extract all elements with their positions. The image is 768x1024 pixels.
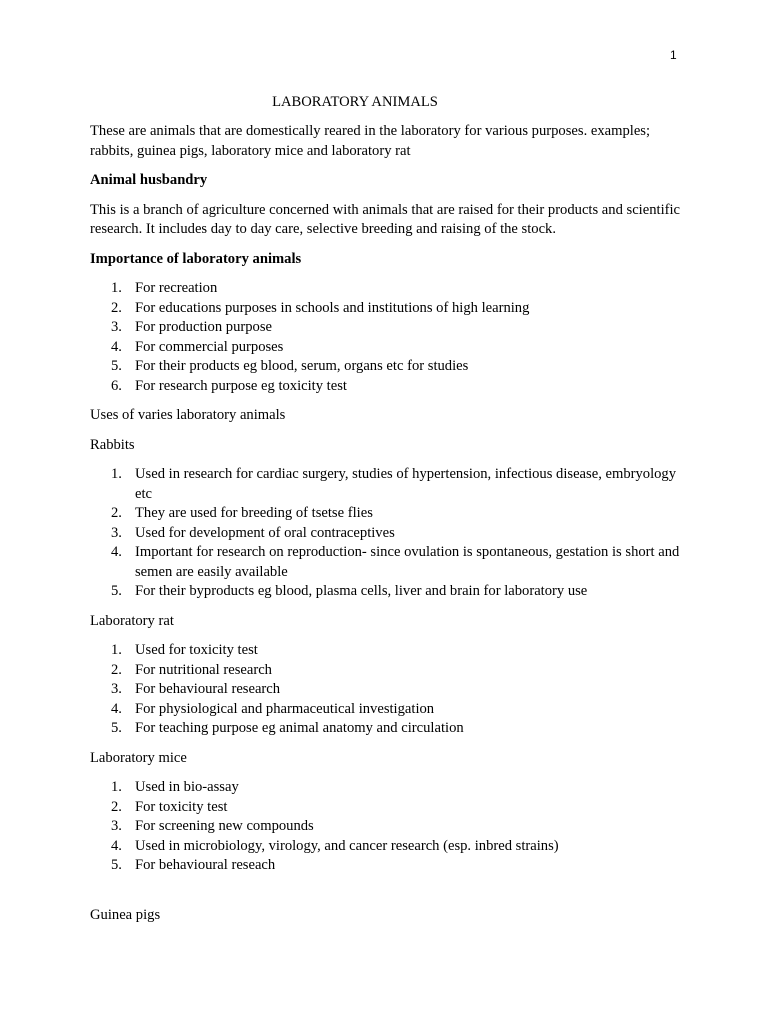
rabbits-heading: Rabbits — [90, 436, 135, 453]
list-item: 3. Used for development of oral contraceptives — [111, 524, 395, 541]
importance-heading: Importance of laboratory animals — [90, 250, 302, 267]
list-item: 2. For toxicity test — [111, 798, 228, 815]
husbandry-paragraph: This is a branch of agriculture concerned with animals that are raised for their products and scientific research. It includes day to day care, selective breeding and raising of the stock. — [90, 201, 681, 237]
intro-paragraph: These are animals that are domestically reared in the laboratory for various purposes. examples; rabbits, guinea pigs, laboratory mice and laboratory rat — [90, 123, 651, 159]
list-item: 2. They are used for breeding of tsetse flies — [111, 505, 373, 521]
guinea-pigs-heading: Guinea pigs — [90, 906, 161, 923]
list-item: 2. For nutritional research — [111, 661, 272, 678]
list-item: 5. For teaching purpose eg animal anatomy and circulation — [111, 720, 464, 736]
rat-list — [90, 641, 680, 739]
document-title: LABORATORY ANIMALS — [272, 94, 438, 110]
list-item: 4. Used in microbiology, virology, and cancer research (esp. inbred strains) — [111, 837, 559, 854]
blank-line — [90, 886, 680, 906]
list-item: 4. For physiological and pharmaceutical investigation — [111, 700, 435, 717]
list-item: 3. For screening new compounds — [111, 818, 314, 834]
husbandry-heading: Animal husbandry — [90, 172, 208, 188]
list-item: 1. Used in research for cardiac surgery, studies of hypertension, infectious disease, embryology etc — [111, 466, 677, 502]
list-item: 6. For research purpose eg toxicity test — [111, 377, 347, 394]
uses-heading: Uses of varies laboratory animals — [90, 407, 286, 423]
document-body — [90, 122, 680, 935]
list-item: 1. Used for toxicity test — [111, 642, 258, 658]
list-item: 5. For their byproducts eg blood, plasma cells, liver and brain for laboratory use — [111, 583, 588, 599]
rabbits-list — [90, 465, 680, 602]
list-item: 5. For their products eg blood, serum, organs etc for studies — [111, 358, 469, 374]
list-item: 4. Important for research on reproduction- since ovulation is spontaneous, gestation is short and semen are easily available — [111, 544, 680, 580]
list-item: 3. For production purpose — [111, 319, 273, 335]
page-number: 1 — [670, 48, 677, 62]
list-item: 4. For commercial purposes — [111, 338, 284, 355]
mice-heading: Laboratory mice — [90, 749, 187, 766]
list-item: 3. For behavioural research — [111, 681, 281, 697]
importance-list — [90, 279, 680, 396]
list-item: 1. For recreation — [111, 280, 218, 296]
rat-heading: Laboratory rat — [90, 612, 174, 629]
list-item: 1. Used in bio-assay — [111, 779, 239, 795]
mice-list — [90, 778, 680, 876]
list-item: 5. For behavioural reseach — [111, 857, 276, 873]
list-item: 2. For educations purposes in schools and institutions of high learning — [111, 299, 530, 316]
